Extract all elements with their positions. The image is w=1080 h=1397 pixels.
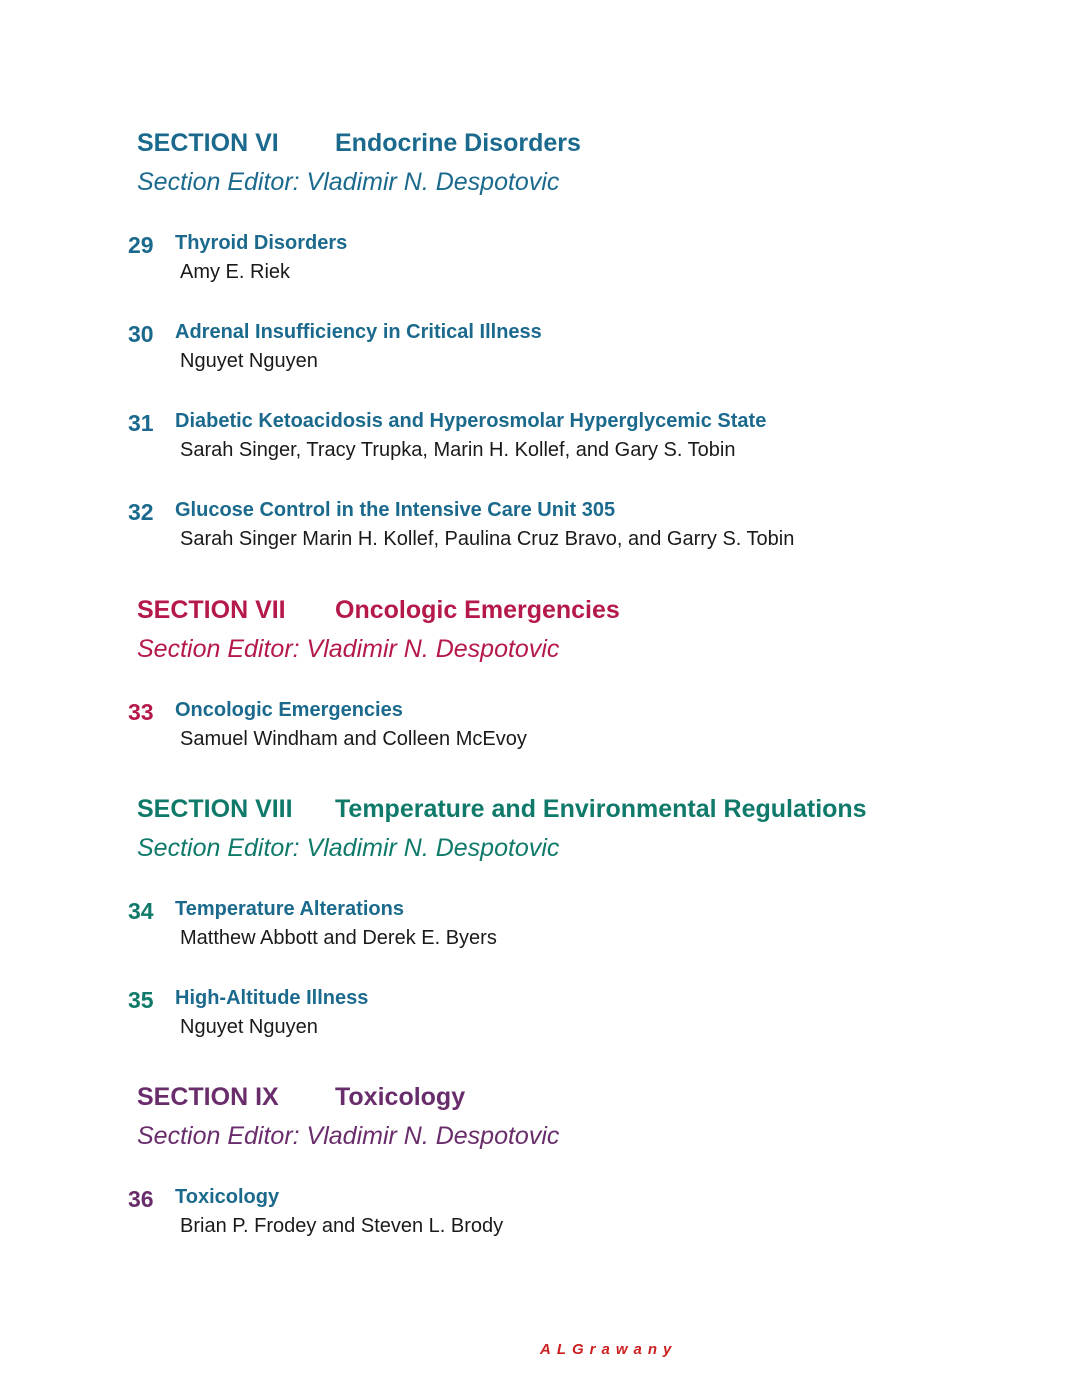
section-heading-ix (137, 1082, 465, 1112)
section-title: Toxicology (335, 1083, 466, 1111)
chapter-number: 31 (128, 410, 154, 436)
chapter-entry[interactable] (128, 896, 988, 956)
section-editor: Section Editor: Vladimir N. Despotovic (137, 1122, 560, 1150)
watermark: ALGrawany (540, 1341, 678, 1358)
section-label: SECTION VI (137, 129, 279, 157)
section-title: Oncologic Emergencies (335, 596, 620, 624)
chapter-authors: Matthew Abbott and Derek E. Byers (180, 927, 497, 949)
chapter-title: Thyroid Disorders (175, 232, 348, 254)
chapter-number: 34 (128, 898, 154, 924)
chapter-entry[interactable] (128, 1184, 988, 1244)
chapter-entry[interactable] (128, 319, 988, 379)
section-heading-vii (137, 595, 620, 625)
chapter-number: 33 (128, 699, 154, 725)
chapter-number: 36 (128, 1186, 154, 1212)
section-label: SECTION VII (137, 596, 286, 624)
chapter-authors: Sarah Singer Marin H. Kollef, Paulina Cruz Bravo, and Garry S. Tobin (180, 528, 795, 550)
section-label: SECTION VIII (137, 795, 293, 823)
chapter-title: Toxicology (175, 1186, 280, 1208)
chapter-authors: Sarah Singer, Tracy Trupka, Marin H. Kollef, and Gary S. Tobin (180, 439, 736, 461)
section-editor: Section Editor: Vladimir N. Despotovic (137, 834, 560, 862)
chapter-title: Oncologic Emergencies (175, 699, 403, 721)
section-heading-vi (137, 128, 581, 158)
chapter-number: 32 (128, 499, 154, 525)
chapter-entry[interactable] (128, 230, 988, 290)
chapter-authors: Brian P. Frodey and Steven L. Brody (180, 1215, 504, 1237)
chapter-entry[interactable] (128, 497, 988, 557)
section-editor: Section Editor: Vladimir N. Despotovic (137, 635, 560, 663)
chapter-authors: Nguyet Nguyen (180, 1016, 318, 1038)
chapter-number: 35 (128, 987, 154, 1013)
chapter-entry[interactable] (128, 697, 988, 757)
chapter-title: Adrenal Insufficiency in Critical Illness (175, 321, 542, 343)
section-heading-viii (137, 794, 867, 824)
section-label: SECTION IX (137, 1083, 279, 1111)
chapter-number: 29 (128, 232, 154, 258)
section-title: Temperature and Environmental Regulations (335, 795, 867, 823)
chapter-authors: Samuel Windham and Colleen McEvoy (180, 728, 527, 750)
chapter-title: Temperature Alterations (175, 898, 404, 920)
chapter-entry[interactable] (128, 408, 988, 468)
chapter-entry[interactable] (128, 985, 988, 1045)
section-title: Endocrine Disorders (335, 129, 581, 157)
section-editor: Section Editor: Vladimir N. Despotovic (137, 168, 560, 196)
chapter-number: 30 (128, 321, 154, 347)
chapter-authors: Nguyet Nguyen (180, 350, 318, 372)
chapter-title: Diabetic Ketoacidosis and Hyperosmolar Hyperglycemic State (175, 410, 767, 432)
chapter-title: Glucose Control in the Intensive Care Unit 305 (175, 499, 616, 521)
chapter-authors: Amy E. Riek (180, 261, 291, 283)
chapter-title: High-Altitude Illness (175, 987, 369, 1009)
